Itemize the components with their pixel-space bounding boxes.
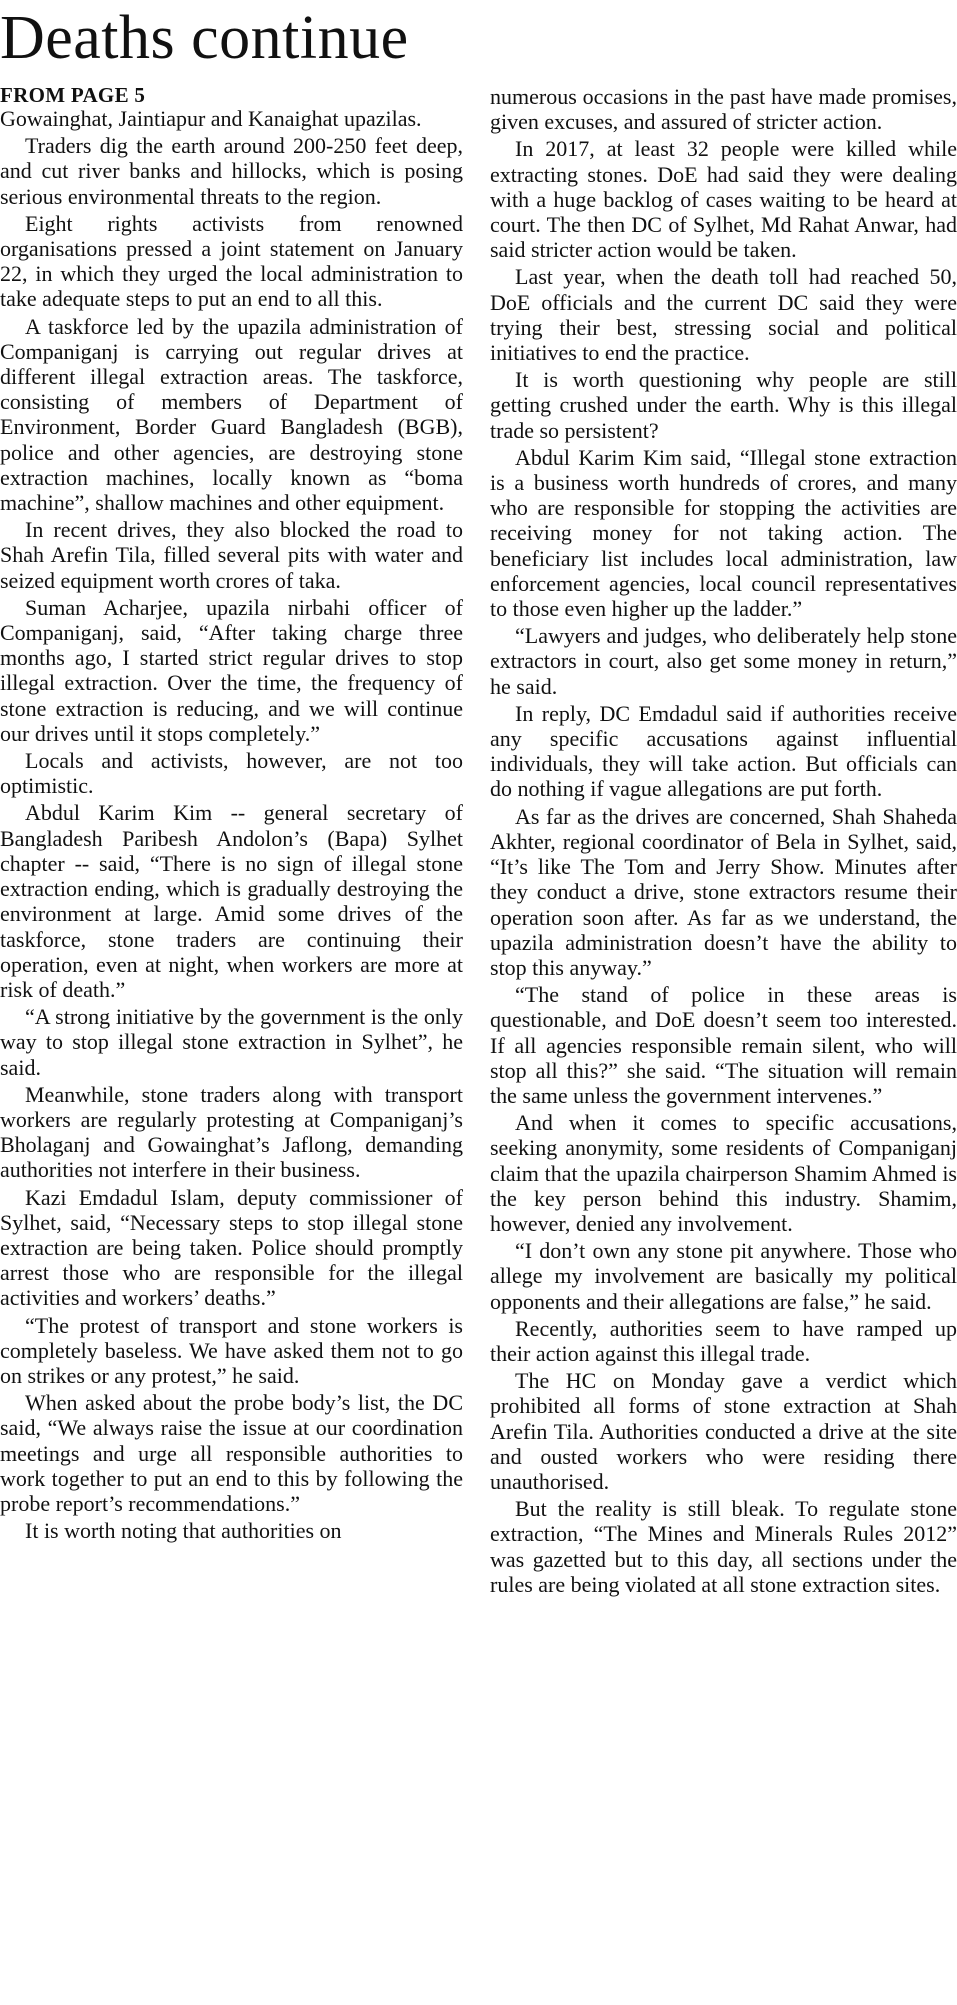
paragraph: But the reality is still bleak. To regulate stone extraction, “The Mines and Minerals Rules 2012” was gazetted but to this day, all sections under the rules are being violated at all stone extraction sites.: [490, 1496, 957, 1597]
paragraph: Suman Acharjee, upazila nirbahi officer of Companiganj, said, “After taking charge three months ago, I started strict regular drives to stop illegal extraction. Over the time, the frequency of stone extraction is reducing, and we will continue our drives until it stops completely.”: [0, 594, 463, 746]
paragraph: Traders dig the earth around 200-250 feet deep, and cut river banks and hillocks, which is posing serious environmental threats to the region.: [0, 133, 463, 209]
paragraph: The HC on Monday gave a verdict which prohibited all forms of stone extraction at Shah Arefin Tila. Authorities conducted a drive at the site and ousted workers who were residing there unauthorised.: [490, 1368, 957, 1494]
paragraph: As far as the drives are concerned, Shah Shaheda Akhter, regional coordinator of Bela in Sylhet, said, “It’s like The Tom and Jerry Show. Minutes after they conduct a drive, stone extractors resume their operation soon after. As far as we understand, the upazila administration doesn’t have the ability to stop this anyway.”: [490, 803, 957, 980]
paragraph: Gowainghat, Jaintiapur and Kanaighat upazilas.: [0, 106, 422, 131]
paragraph: And when it comes to specific accusations, seeking anonymity, some residents of Companiganj claim that the upazila chairperson Shamim Ahmed is the key person behind this industry. Shamim, however, denied any involvement.: [490, 1110, 957, 1236]
paragraph: A taskforce led by the upazila administration of Companiganj is carrying out regular drives at different illegal extraction areas. The taskforce, consisting of members of Department of Environment, Border Guard Bangladesh (BGB), police and other agencies, are destroying stone extraction machines, locally known as “boma machine”, shallow machines and other equipment.: [0, 313, 463, 516]
paragraph: In reply, DC Emdadul said if authorities receive any specific accusations against influential individuals, they will take action. But officials can do nothing if vague allegations are put forth.: [490, 700, 957, 802]
article-column-left: [0, 84, 463, 1545]
paragraph: “The stand of police in these areas is questionable, and DoE doesn’t seem too interested. If all agencies responsible remain silent, who will stop all this?” she said. “The situation will remain the same unless the government intervenes.”: [490, 982, 957, 1108]
paragraph: “A strong initiative by the government is the only way to stop illegal stone extraction in Sylhet”, he said.: [0, 1004, 463, 1080]
paragraph: In recent drives, they also blocked the road to Shah Arefin Tila, filled several pits with water and seized equipment worth crores of taka.: [0, 517, 463, 593]
headline: Deaths continue: [0, 4, 409, 72]
paragraph: Meanwhile, stone traders along with transport workers are regularly protesting at Companiganj’s Bholaganj and Gowainghat’s Jaflong, demanding authorities not interfere in their business.: [0, 1081, 463, 1183]
paragraph: Recently, authorities seem to have ramped up their action against this illegal trade.: [490, 1315, 957, 1366]
jump-line: FROM PAGE 5: [0, 83, 146, 107]
paragraph: Kazi Emdadul Islam, deputy commissioner of Sylhet, said, “Necessary steps to stop illegal stone extraction are being taken. Police should promptly arrest those who are responsible for the illegal activities and workers’ deaths.”: [0, 1184, 463, 1311]
article-column-right: [490, 84, 957, 1599]
paragraph: “Lawyers and judges, who deliberately help stone extractors in court, also get some money in return,” he said.: [490, 623, 957, 699]
paragraph: Eight rights activists from renowned organisations pressed a joint statement on January 22, in which they urged the local administration to take adequate steps to put an end to all this.: [0, 210, 463, 312]
paragraph: When asked about the probe body’s list, the DC said, “We always raise the issue at our coordination meetings and urge all responsible authorities to work together to put an end to this by following the probe report’s recommendations.”: [0, 1390, 463, 1516]
paragraph: It is worth noting that authorities on: [25, 1518, 342, 1544]
paragraph: “The protest of transport and stone workers is completely baseless. We have asked them not to go on strikes or any protest,” he said.: [0, 1312, 463, 1388]
paragraph: It is worth questioning why people are still getting crushed under the earth. Why is this illegal trade so persistent?: [490, 367, 957, 443]
paragraph: In 2017, at least 32 people were killed while extracting stones. DoE had said they were dealing with a huge backlog of cases waiting to be heard at court. The then DC of Sylhet, Md Rahat Anwar, had said stricter action would be taken.: [490, 136, 957, 263]
paragraph: numerous occasions in the past have made promises, given excuses, and assured of stricter action.: [490, 84, 957, 135]
paragraph: Abdul Karim Kim -- general secretary of Bangladesh Paribesh Andolon’s (Bapa) Sylhet chapter -- said, “There is no sign of illegal stone extraction ending, which is gradually destroying the environment at large. Amid some drives of the taskforce, stone traders are continuing their operation, even at night, when workers are more at risk of death.”: [0, 800, 463, 1002]
paragraph: “I don’t own any stone pit anywhere. Those who allege my involvement are basically my political opponents and their allegations are false,” he said.: [490, 1238, 957, 1314]
paragraph: Abdul Karim Kim said, “Illegal stone extraction is a business worth hundreds of crores, and many who are responsible for stopping the activities are receiving money for not taking action. The beneficiary list includes local administration, law enforcement agencies, local council representatives to those even higher up the ladder.”: [490, 444, 957, 622]
paragraph: Last year, when the death toll had reached 50, DoE officials and the current DC said they were trying their best, stressing social and political initiatives to end the practice.: [490, 264, 957, 366]
paragraph: Locals and activists, however, are not too optimistic.: [0, 748, 463, 799]
